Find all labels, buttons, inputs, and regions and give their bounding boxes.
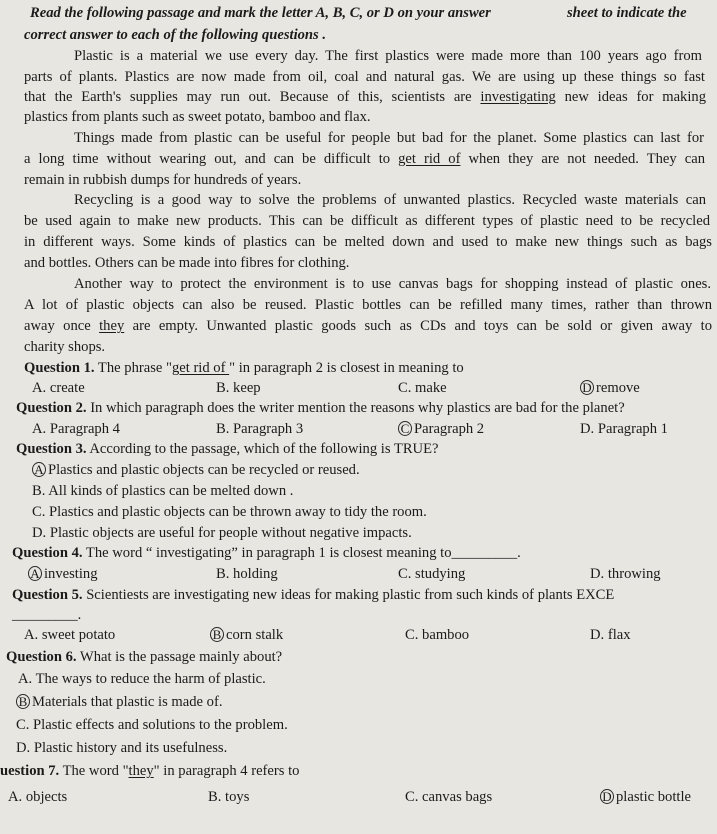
option-c-circled[interactable]: C Paragraph 2 — [398, 418, 484, 440]
circle-mark-icon: B — [16, 694, 30, 709]
option-a[interactable]: A. create — [32, 380, 85, 396]
passage-line: plastics from plants such as sweet potato, bamboo and flax. — [24, 109, 371, 125]
underlined-phrase-get-rid-of: get rid of — [398, 151, 461, 167]
question-3-option-a[interactable]: A Plastics and plastic objects can be recycled or reused. — [0, 459, 717, 481]
question-4-stem: Question 4. The word “ investigating” in paragraph 1 is closest meaning to_________. — [12, 545, 521, 561]
question-3-stem: Question 3. According to the passage, which of the following is TRUE? — [16, 441, 439, 457]
circle-mark-icon: B — [210, 627, 224, 642]
option-d[interactable]: D. throwing — [590, 566, 661, 582]
option-b[interactable]: B. Paragraph 3 — [216, 421, 304, 437]
passage-line: away once they are empty. Unwanted plastic goods such as CDs and toys can be sold or given away to — [24, 318, 712, 334]
instructions-text: Read the following passage and mark the letter A, B, C, or D on your answer — [30, 5, 491, 21]
question-5-stem: Question 5. Scientiests are investigating new ideas for making plastic from such kinds of plants EXCE — [12, 587, 615, 603]
option-a[interactable]: A. Paragraph 4 — [32, 421, 120, 437]
answer-blank: _________. — [12, 607, 82, 623]
option-c[interactable]: C. bamboo — [405, 627, 470, 643]
instructions-text-cont: sheet to indicate the — [567, 5, 687, 21]
passage-line: Another way to protect the environment is to use canvas bags for shopping instead of plastic ones. — [74, 276, 711, 292]
passage-line: charity shops. — [24, 339, 106, 355]
passage-line: Plastic is a material we use every day. The first plastics were made more than 100 years ago from — [74, 48, 702, 64]
question-3-option-d[interactable]: D. Plastic objects are useful for people without negative impacts. — [32, 525, 412, 541]
passage-line: and bottles. Others can be made into fibres for clothing. — [24, 255, 350, 271]
option-d[interactable]: D. Paragraph 1 — [580, 421, 668, 437]
question-4-options — [0, 563, 717, 585]
option-a[interactable]: A. sweet potato — [24, 627, 116, 643]
circle-mark-icon: D — [600, 789, 614, 804]
instructions-line-1 — [0, 2, 717, 24]
question-6-option-b[interactable]: B Materials that plastic is made of. — [0, 691, 717, 713]
circle-mark-icon: D — [580, 380, 594, 395]
question-1-options — [0, 377, 717, 399]
passage-line: in different ways. Some kinds of plastics can be melted down and used to make new things such as bags — [24, 234, 712, 250]
option-c[interactable]: C. studying — [398, 566, 466, 582]
question-5-options — [0, 624, 717, 646]
option-b[interactable]: B. keep — [216, 380, 261, 396]
answer-blank: _________. — [451, 545, 521, 561]
question-1-stem: Question 1. The phrase "get rid of " in paragraph 2 is closest in meaning to — [24, 360, 464, 376]
option-b-circled[interactable]: B corn stalk — [210, 624, 283, 646]
option-b[interactable]: B. holding — [216, 566, 278, 582]
instructions-text: correct answer to each of the following questions . — [24, 27, 327, 43]
passage-line: A lot of plastic objects can also be reused. Plastic bottles can be refilled many times, rather than thrown — [24, 297, 712, 313]
passage-line: be used again to make new products. This can be difficult as different types of plastic need to be recycled — [24, 213, 710, 229]
question-6-option-a[interactable]: A. The ways to reduce the harm of plastic. — [18, 671, 266, 687]
option-a[interactable]: A. objects — [8, 789, 68, 805]
question-7-stem: uestion 7. The word "they" in paragraph 4 refers to — [0, 763, 300, 779]
question-6-option-d[interactable]: D. Plastic history and its usefulness. — [16, 740, 228, 756]
question-3-option-b[interactable]: B. All kinds of plastics can be melted down . — [32, 483, 294, 499]
question-5-blank — [0, 604, 717, 626]
option-b[interactable]: B. toys — [208, 789, 250, 805]
circle-mark-icon: C — [398, 421, 412, 436]
question-2-stem: Question 2. In which paragraph does the writer mention the reasons why plastics are bad for the planet? — [16, 400, 625, 416]
passage-line: that the Earth's supplies may run out. Because of this, scientists are investigating new ideas for making — [24, 89, 706, 105]
passage-line: remain in rubbish dumps for hundreds of years. — [24, 172, 302, 188]
circle-mark-icon: A — [28, 566, 42, 581]
question-3-option-c[interactable]: C. Plastics and plastic objects can be thrown away to tidy the room. — [32, 504, 427, 520]
underlined-word-investigating: investigating — [480, 89, 556, 105]
circle-mark-icon: A — [32, 462, 46, 477]
question-2-options — [0, 418, 717, 440]
passage-line: a long time without wearing out, and can be difficult to get rid of when they are not needed. They can — [24, 151, 705, 167]
option-d-circled[interactable]: D remove — [580, 377, 640, 399]
question-6-option-c[interactable]: C. Plastic effects and solutions to the problem. — [16, 717, 288, 733]
option-c[interactable]: C. canvas bags — [405, 789, 493, 805]
question-6-stem: Question 6. What is the passage mainly about? — [6, 649, 283, 665]
option-a-circled[interactable]: A investing — [28, 563, 98, 585]
instructions-line-2 — [0, 24, 717, 46]
passage-line: Recycling is a good way to solve the problems of unwanted plastics. Recycled waste materials can — [74, 192, 706, 208]
passage-line: Things made from plastic can be useful for people but bad for the planet. Some plastics can last for — [74, 130, 704, 146]
option-d[interactable]: D. flax — [590, 627, 631, 643]
question-7-options — [0, 786, 717, 808]
option-d-circled[interactable]: D plastic bottle — [600, 786, 691, 808]
option-c[interactable]: C. make — [398, 380, 447, 396]
underlined-word-they: they — [99, 318, 125, 334]
passage-line: parts of plants. Plastics are now made from oil, coal and natural gas. We are using up these things so fast — [24, 69, 705, 85]
